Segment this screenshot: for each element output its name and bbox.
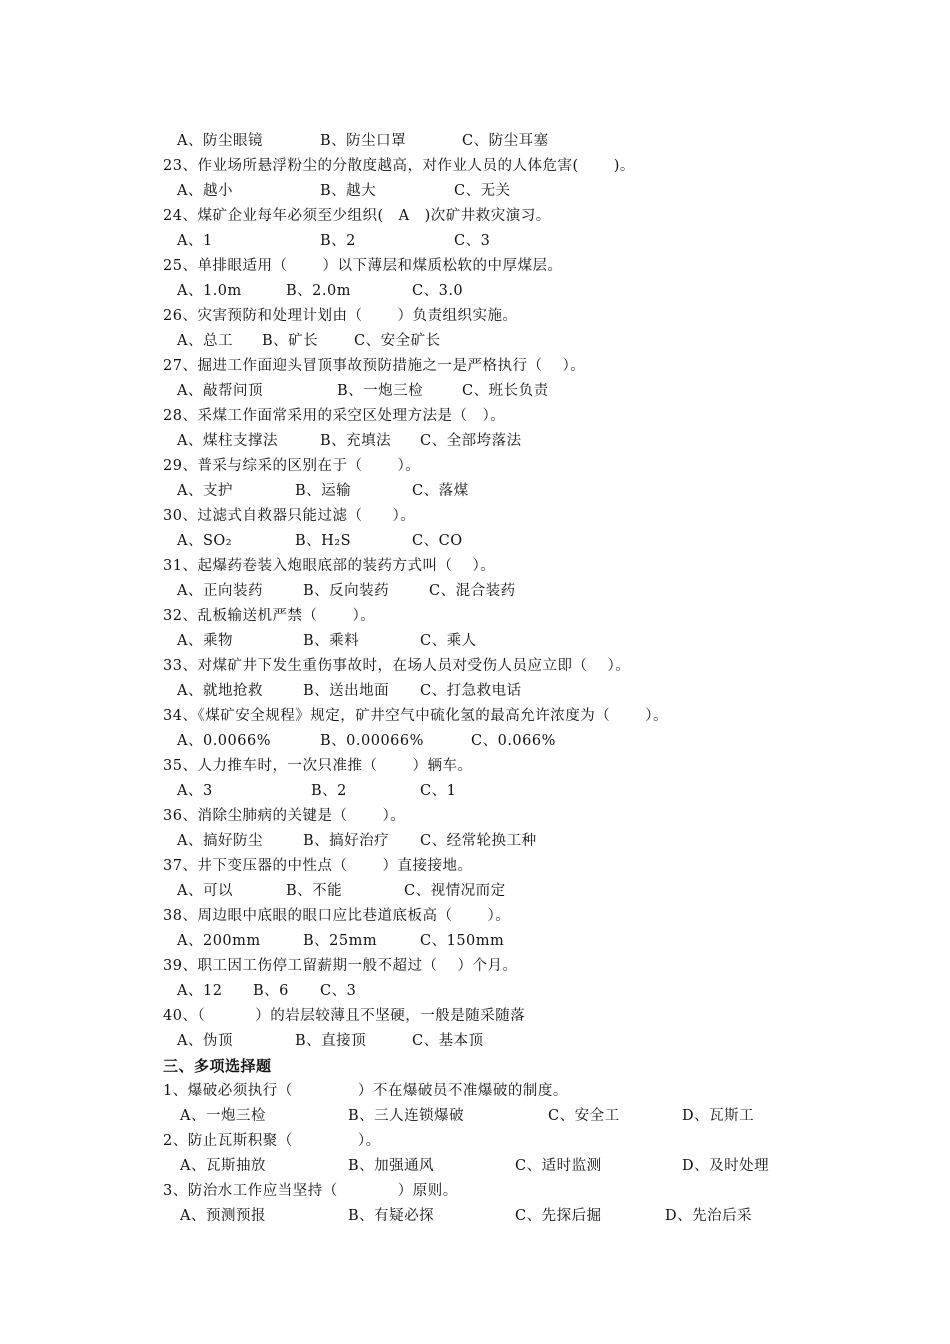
option-a: A、12: [177, 983, 223, 999]
option-a: A、就地抢救: [177, 683, 263, 699]
option-b: B、2: [320, 233, 356, 249]
option-b: B、H₂S: [295, 533, 352, 549]
question-23: 23、作业场所悬浮粉尘的分散度越高，对作业人员的人体危害( )。: [163, 158, 635, 174]
question-32: 32、乱板输送机严禁（ ）。: [163, 608, 376, 624]
option-a: A、敲帮问顶: [177, 383, 263, 399]
option-a: A、SO₂: [177, 533, 233, 549]
option-b: B、送出地面: [303, 683, 390, 699]
question-34: 34、《煤矿安全规程》规定，矿井空气中硫化氢的最高允许浓度为（ ）。: [163, 708, 669, 724]
option-a: A、可以: [177, 883, 233, 899]
option-c: C、3.0: [412, 283, 464, 299]
option-b: B、一炮三检: [337, 383, 424, 399]
question-m3: 3、防治水工作应当坚持（ ）原则。: [163, 1183, 458, 1199]
option-a: A、总工: [177, 333, 233, 349]
question-39: 39、职工因工伤停工留薪期一般不超过（ ）个月。: [163, 958, 518, 974]
option-a: A、伪顶: [177, 1033, 233, 1049]
option-b: B、不能: [286, 883, 343, 899]
option-c: C、乘人: [420, 633, 477, 649]
option-d: D、瓦斯工: [682, 1108, 755, 1124]
option-d: D、及时处理: [682, 1158, 770, 1174]
option-c: C、适时监测: [515, 1158, 602, 1174]
option-a: A、正向装药: [177, 583, 263, 599]
option-c: C、150mm: [420, 933, 505, 949]
question-24: 24、煤矿企业每年必须至少组织( A )次矿井救灾演习。: [163, 208, 551, 224]
option-a: A、乘物: [177, 633, 233, 649]
question-31: 31、起爆药卷装入炮眼底部的装药方式叫（ ）。: [163, 558, 496, 574]
question-m1: 1、爆破必须执行（ ）不在爆破员不准爆破的制度。: [163, 1083, 568, 1099]
option-c: C、混合装药: [429, 583, 516, 599]
option-c: C、先探后掘: [515, 1208, 602, 1224]
option-c: C、基本顶: [412, 1033, 484, 1049]
option-a: A、3: [177, 783, 213, 799]
question-25: 25、单排眼适用（ ）以下薄层和煤质松软的中厚煤层。: [163, 258, 563, 274]
option-b: B、三人连锁爆破: [348, 1108, 465, 1124]
option-a: A、搞好防尘: [177, 833, 263, 849]
option-b: B、运输: [295, 483, 352, 499]
option-c: C、打急救电话: [420, 683, 522, 699]
option-c: C、CO: [412, 533, 463, 549]
question-26: 26、灾害预防和处理计划由（ ）负责组织实施。: [163, 308, 518, 324]
question-40: 40、（ ）的岩层较薄且不坚硬，一般是随采随落: [163, 1008, 526, 1024]
option-b: B、25mm: [303, 933, 378, 949]
option-b: B、防尘口罩: [320, 133, 407, 149]
section-heading: 三、多项选择题: [163, 1057, 272, 1075]
question-29: 29、普采与综采的区别在于（ ）。: [163, 458, 421, 474]
option-b: B、0.00066%: [320, 733, 424, 749]
option-b: B、加强通风: [348, 1158, 435, 1174]
option-c: C、班长负责: [462, 383, 549, 399]
option-b: B、充填法: [320, 433, 392, 449]
option-a: A、1: [177, 233, 213, 249]
option-b: B、有疑必探: [348, 1208, 435, 1224]
option-c: C、0.066%: [471, 733, 556, 749]
option-a: A、0.0066%: [177, 733, 271, 749]
option-c: C、经常轮换工种: [420, 833, 537, 849]
option-b: B、直接顶: [295, 1033, 367, 1049]
option-b: B、矿长: [262, 333, 319, 349]
option-a: A、防尘眼镜: [177, 133, 263, 149]
question-28: 28、采煤工作面常采用的采空区处理方法是（ ）。: [163, 408, 506, 424]
question-33: 33、对煤矿井下发生重伤事故时，在场人员对受伤人员应立即（ ）。: [163, 658, 631, 674]
option-c: C、全部垮落法: [420, 433, 522, 449]
option-c: C、落煤: [412, 483, 469, 499]
option-c: C、视情况而定: [404, 883, 506, 899]
question-30: 30、过滤式自救器只能过滤（ ）。: [163, 508, 416, 524]
option-c: C、3: [454, 233, 491, 249]
option-c: C、3: [320, 983, 357, 999]
option-b: B、乘料: [303, 633, 360, 649]
option-a: A、200mm: [177, 933, 261, 949]
question-35: 35、人力推车时，一次只准推（ ）辆车。: [163, 758, 473, 774]
option-c: C、安全矿长: [354, 333, 441, 349]
option-b: B、6: [253, 983, 289, 999]
option-c: C、安全工: [548, 1108, 620, 1124]
option-a: A、一炮三检: [180, 1108, 266, 1124]
option-d: D、先治后采: [665, 1208, 753, 1224]
option-a: A、支护: [177, 483, 233, 499]
option-b: B、越大: [320, 183, 377, 199]
option-a: A、煤柱支撑法: [177, 433, 278, 449]
option-c: C、无关: [454, 183, 511, 199]
option-a: A、预测预报: [180, 1208, 266, 1224]
option-b: B、反向装药: [303, 583, 390, 599]
option-b: B、2: [311, 783, 347, 799]
option-b: B、搞好治疗: [303, 833, 390, 849]
question-27: 27、掘进工作面迎头冒顶事故预防措施之一是严格执行（ ）。: [163, 358, 586, 374]
option-a: A、1.0m: [177, 283, 242, 299]
option-c: C、防尘耳塞: [462, 133, 549, 149]
option-a: A、越小: [177, 183, 233, 199]
question-38: 38、周边眼中底眼的眼口应比巷道底板高（ ）。: [163, 908, 511, 924]
option-c: C、1: [420, 783, 457, 799]
option-row: [0, 1206, 753, 1326]
option-b: B、2.0m: [286, 283, 351, 299]
question-37: 37、井下变压器的中性点（ ）直接接地。: [163, 858, 473, 874]
question-m2: 2、防止瓦斯积聚（ ）。: [163, 1133, 381, 1149]
question-36: 36、消除尘肺病的关键是（ ）。: [163, 808, 406, 824]
option-a: A、瓦斯抽放: [180, 1158, 266, 1174]
